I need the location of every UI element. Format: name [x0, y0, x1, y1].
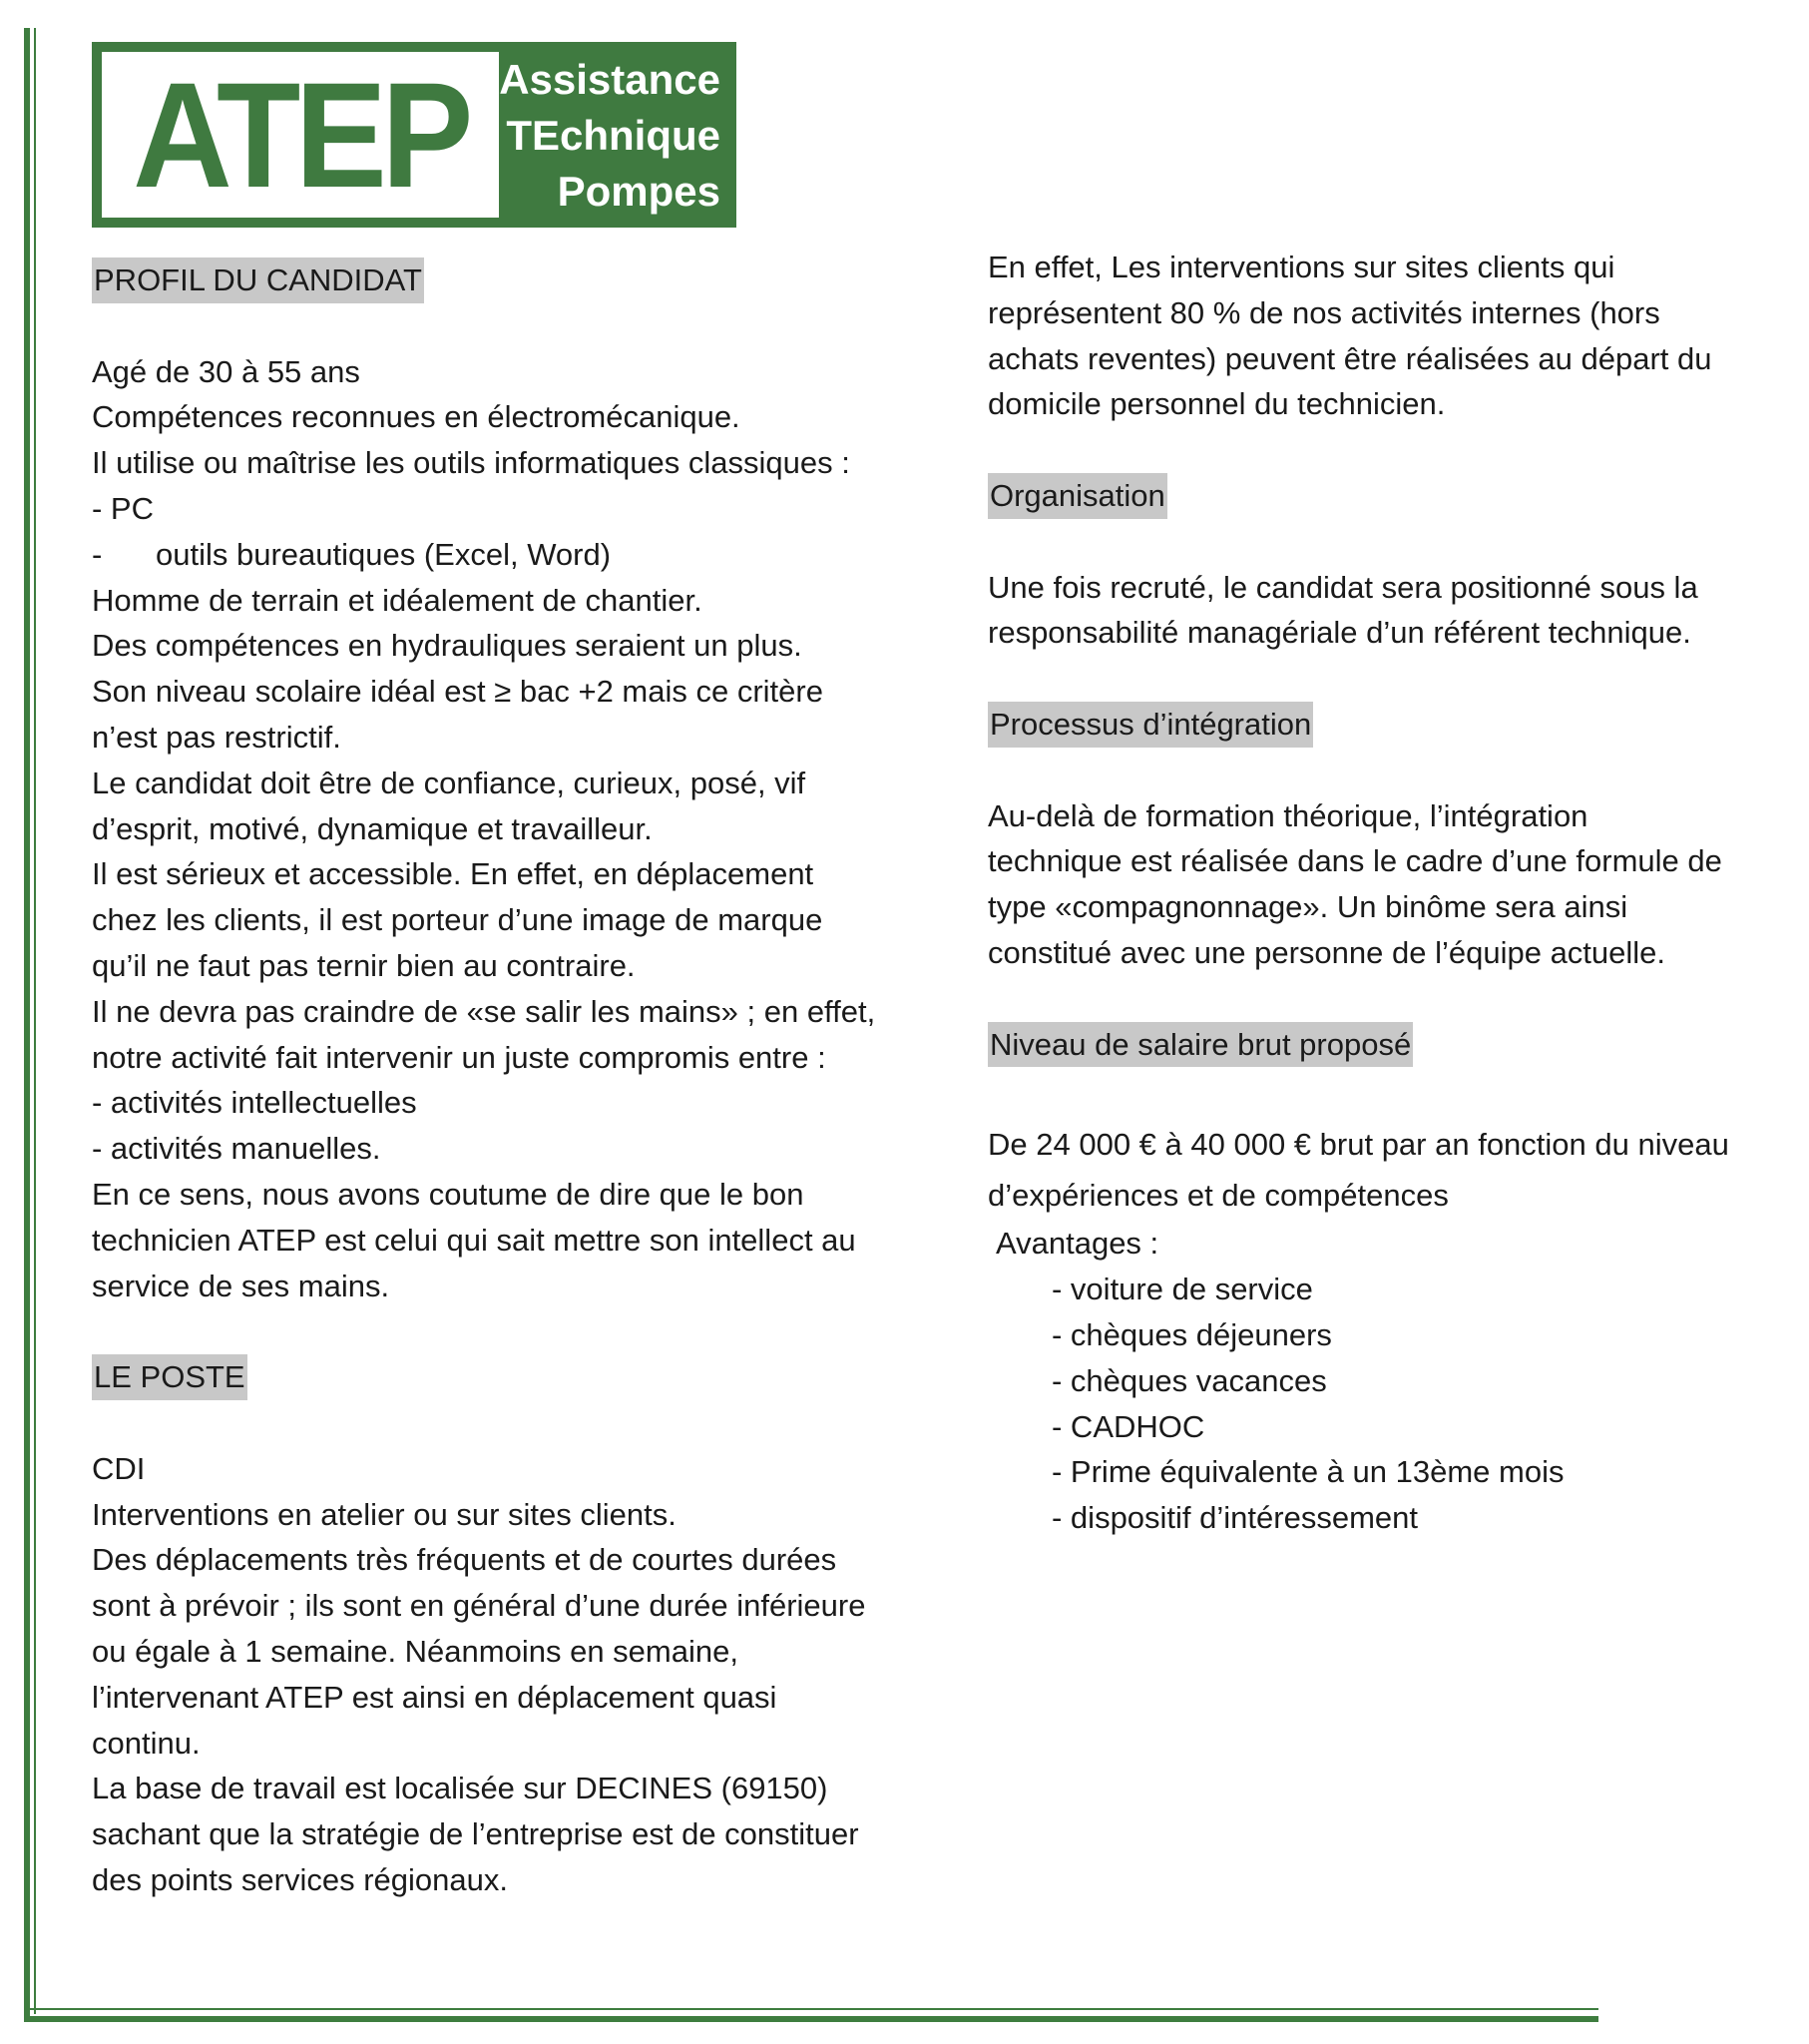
frame-bottom-border-inner [24, 2008, 1598, 2010]
text-line: représentent 80 % de nos activités internes (hors [988, 294, 1660, 330]
atep-logo [92, 42, 736, 228]
text-line: Des déplacements très fréquents et de courtes durées [92, 1542, 837, 1578]
frame-bottom-border [24, 2016, 1598, 2022]
text-line: type «compagnonnage». Un binôme sera ainsi [988, 889, 1628, 925]
text-line: En effet, Les interventions sur sites clients qui [988, 250, 1615, 284]
section-heading-salaire: Niveau de salaire brut proposé [988, 1022, 1413, 1068]
list-item: - dispositif d’intéressement [1052, 1500, 1418, 1536]
text-line: l’intervenant ATEP est ainsi en déplacement quasi [92, 1679, 777, 1715]
logo-tagline-line: Pompes [557, 168, 720, 215]
text-line: Agé de 30 à 55 ans [92, 353, 360, 389]
text-line: Interventions en atelier ou sur sites clients. [92, 1496, 677, 1532]
text-line: Une fois recruté, le candidat sera positionné sous la [988, 569, 1698, 605]
frame-left-border [24, 28, 30, 2020]
text-line: n’est pas restrictif. [92, 719, 341, 755]
text-line: Il utilise ou maîtrise les outils informatiques classiques : [92, 445, 850, 481]
text-line: Des compétences en hydrauliques seraient un plus. [92, 628, 802, 664]
text-line: notre activité fait intervenir un juste compromis entre : [92, 1039, 826, 1075]
text-line: Il ne devra pas craindre de «se salir les mains» ; en effet, [92, 993, 876, 1029]
bullet-text: outils bureautiques (Excel, Word) [156, 536, 612, 572]
text-line: chez les clients, il est porteur d’une image de marque [92, 902, 823, 938]
left-column [92, 257, 960, 1903]
text-line: d’esprit, motivé, dynamique et travailleur. [92, 810, 653, 846]
text-line: domicile personnel du technicien. [988, 386, 1446, 422]
list-item: - chèques déjeuners [1052, 1316, 1332, 1352]
avantages-label: Avantages : [996, 1226, 1159, 1262]
text-line: - PC [92, 490, 154, 526]
text-line: achats reventes) peuvent être réalisées au départ du [988, 340, 1712, 376]
text-line: CDI [92, 1450, 146, 1486]
logo-tagline [491, 52, 720, 220]
frame-left-border-inner [34, 28, 36, 2014]
text-line: technicien ATEP est celui qui sait mettre son intellect au [92, 1222, 856, 1258]
benefits-list [988, 1267, 1796, 1541]
right-column [988, 245, 1796, 1541]
text-line: Homme de terrain et idéalement de chantier. [92, 582, 702, 618]
text-line: Il est sérieux et accessible. En effet, en déplacement [92, 856, 814, 892]
text-line: - activités manuelles. [92, 1131, 381, 1167]
text-line: Son niveau scolaire idéal est ≥ bac +2 mais ce critère [92, 674, 823, 710]
text-line: technique est réalisée dans le cadre d’une formule de [988, 843, 1722, 879]
text-line: La base de travail est localisée sur DECINES (69150) [92, 1771, 828, 1806]
section-heading-poste: LE POSTE [92, 1354, 247, 1400]
text-line: des points services régionaux. [92, 1861, 509, 1897]
text-line: constitué avec une personne de l’équipe actuelle. [988, 934, 1666, 970]
text-line: ou égale à 1 semaine. Néanmoins en semaine, [92, 1633, 738, 1669]
logo-tagline-line: Assistance [499, 56, 720, 103]
section-heading-integration: Processus d’intégration [988, 702, 1313, 748]
logo-tagline-line: TEchnique [506, 112, 720, 159]
text-line: Le candidat doit être de confiance, curieux, posé, vif [92, 765, 806, 800]
logo-word: ATEP [133, 50, 468, 219]
list-item: - voiture de service [1052, 1272, 1313, 1307]
text-line: - activités intellectuelles [92, 1085, 417, 1121]
text-line: responsabilité managériale d’un référent technique. [988, 615, 1691, 651]
text-line: De 24 000 € à 40 000 € brut par an fonction du niveau [988, 1127, 1729, 1163]
text-line: service de ses mains. [92, 1268, 390, 1303]
text-line: sont à prévoir ; ils sont en général d’une durée inférieure [92, 1588, 866, 1624]
text-line: sachant que la stratégie de l’entreprise est de constituer [92, 1816, 859, 1852]
bullet-line: - outils bureautiques (Excel, Word) [92, 536, 612, 572]
logo-word-box [102, 52, 499, 218]
text-line: Au-delà de formation théorique, l’intégration [988, 797, 1588, 833]
list-item: - CADHOC [1052, 1408, 1205, 1444]
list-item: - Prime équivalente à un 13ème mois [1052, 1454, 1565, 1490]
text-line: En ce sens, nous avons coutume de dire que le bon [92, 1176, 804, 1212]
text-line: Compétences reconnues en électromécanique. [92, 399, 740, 435]
text-line: d’expériences et de compétences [988, 1178, 1449, 1214]
list-item: - chèques vacances [1052, 1362, 1327, 1398]
text-line: continu. [92, 1725, 201, 1761]
section-heading-profil: PROFIL DU CANDIDAT [92, 257, 424, 303]
text-line: qu’il ne faut pas ternir bien au contraire. [92, 947, 636, 983]
section-heading-organisation: Organisation [988, 473, 1167, 519]
